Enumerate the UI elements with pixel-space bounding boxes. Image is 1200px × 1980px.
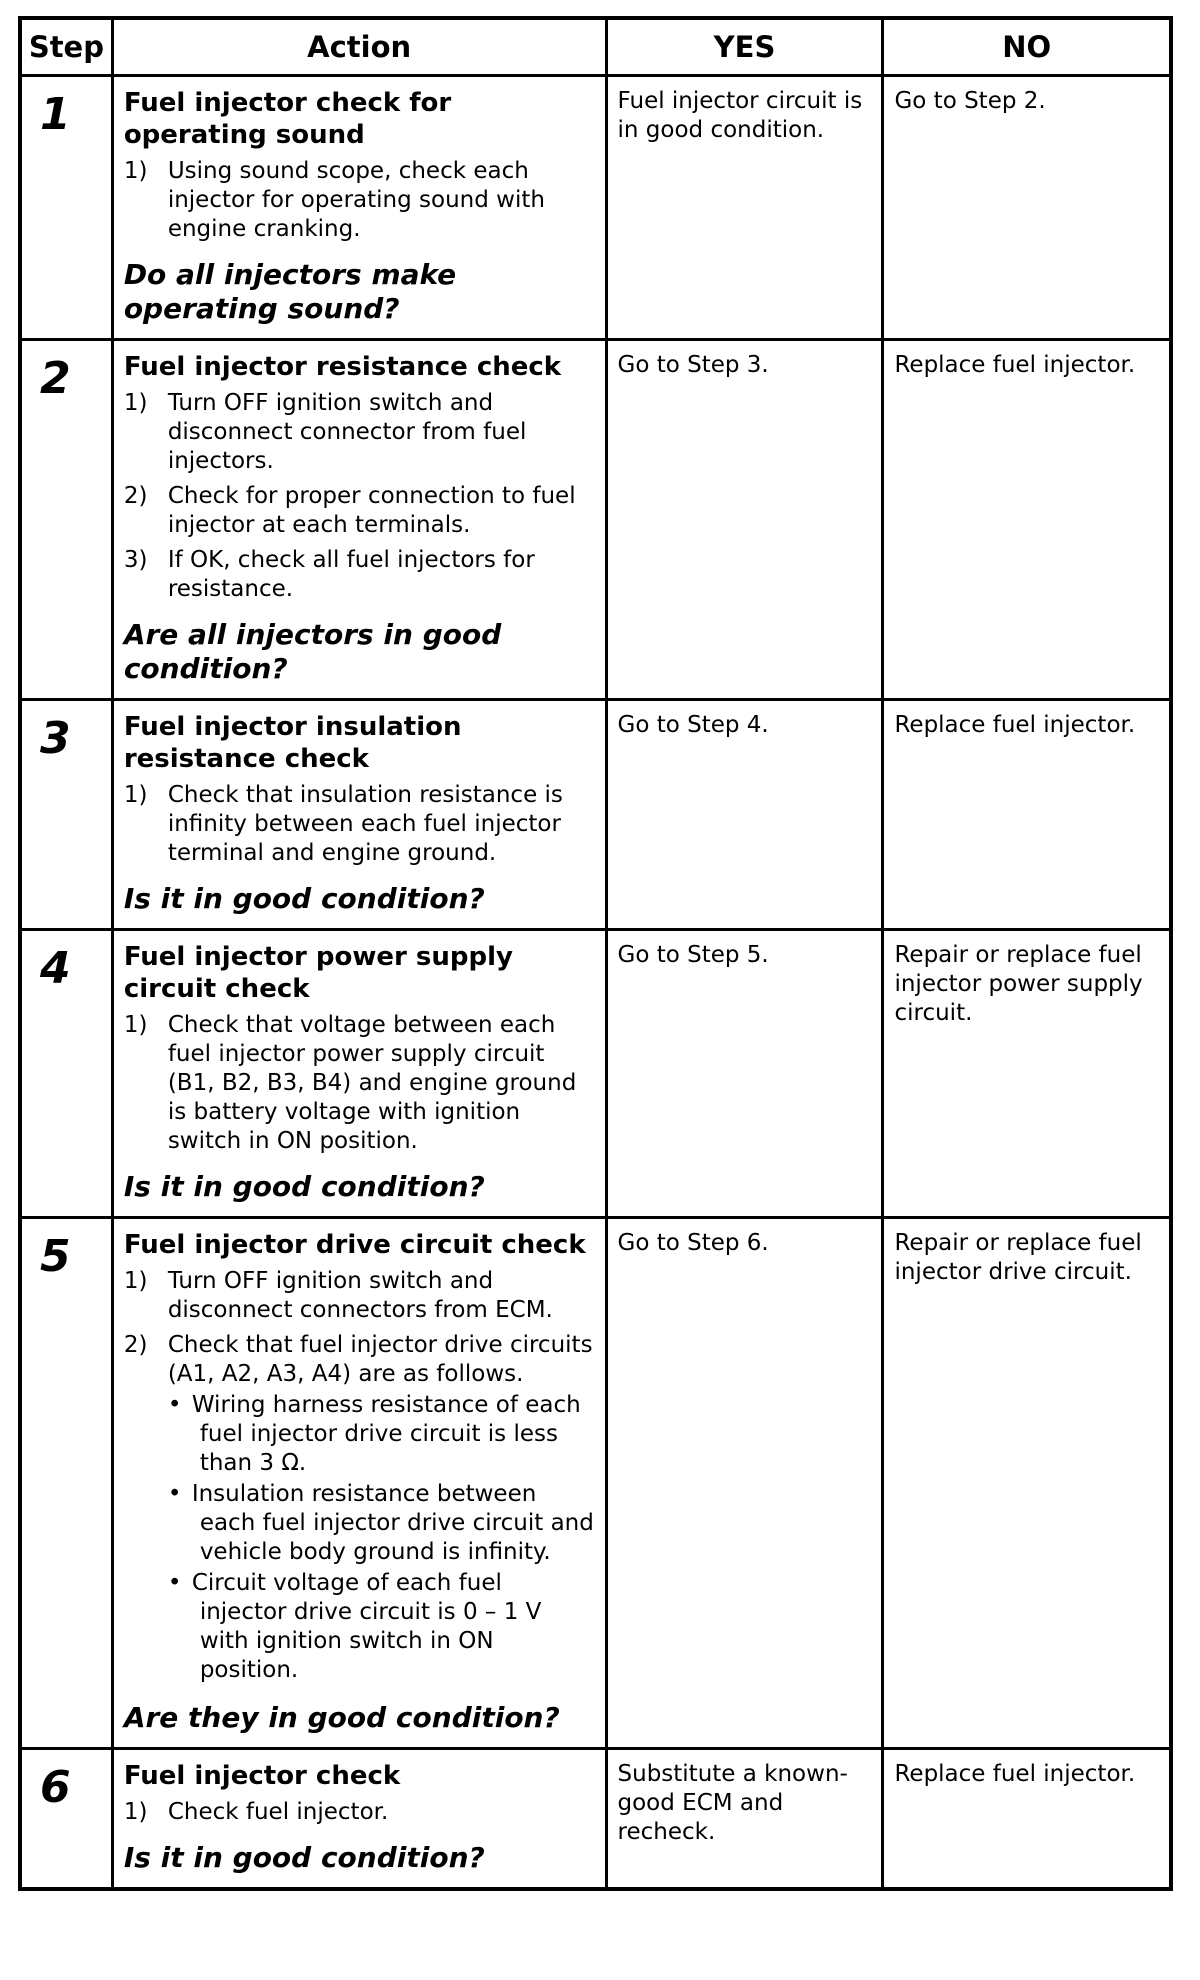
action-step-number: 1)	[123, 1799, 148, 1825]
action-step-number: 2)	[123, 483, 148, 509]
action-substep-text: Insulation resistance between each fuel injector drive circuit and vehicle body ground is infinity.	[191, 1481, 594, 1565]
header-no: NO	[883, 18, 1171, 76]
action-step-text-content: Check that voltage between each fuel injector power supply circuit (B1, B2, B3, B4) and engine ground is battery voltage with ignition switch in ON position.	[167, 1012, 577, 1154]
bullet-icon: •	[167, 1570, 182, 1596]
yes-cell: Fuel injector circuit is in good condition.	[606, 76, 883, 340]
action-step-text-content: Check for proper connection to fuel injector at each terminals.	[167, 483, 576, 538]
action-step	[124, 781, 595, 868]
step-number: 5	[40, 1231, 71, 1282]
step-cell	[20, 930, 112, 1218]
action-question: Is it in good condition?	[123, 882, 485, 915]
step-number: 2	[40, 353, 71, 404]
action-step	[124, 1011, 595, 1156]
header-step: Step	[20, 18, 112, 76]
action-step-text	[168, 1267, 595, 1325]
no-cell: Replace fuel injector.	[883, 340, 1171, 700]
step-cell	[20, 76, 112, 340]
step-cell	[20, 700, 112, 930]
table-header	[20, 18, 1171, 76]
action-step-number: 1)	[123, 390, 148, 416]
action-step	[124, 1331, 595, 1687]
action-title: Fuel injector insulation resistance check	[123, 712, 462, 774]
step-number: 6	[40, 1762, 71, 1813]
action-substep	[168, 1569, 595, 1685]
troubleshooting-table	[18, 16, 1173, 1891]
action-question: Is it in good condition?	[123, 1841, 485, 1874]
page	[18, 16, 1173, 1891]
action-substep	[168, 1391, 595, 1478]
action-step-text-content: Check fuel injector.	[167, 1799, 389, 1825]
step-cell	[20, 340, 112, 700]
action-step-text	[168, 389, 595, 476]
action-step-number: 2)	[123, 1332, 148, 1358]
action-step-text	[168, 1011, 595, 1156]
table-row	[20, 340, 1171, 700]
no-cell: Replace fuel injector.	[883, 700, 1171, 930]
action-step-text-content: Check that fuel injector drive circuits (A1, A2, A3, A4) are as follows.	[167, 1332, 593, 1387]
action-step-number: 1)	[123, 1268, 148, 1294]
action-substep	[168, 1480, 595, 1567]
action-step-text	[168, 482, 595, 540]
step-cell	[20, 1218, 112, 1749]
action-step-text-content: Using sound scope, check each injector for operating sound with engine cranking.	[167, 158, 545, 242]
action-title: Fuel injector resistance check	[123, 352, 562, 382]
action-step	[124, 1798, 595, 1827]
table-row	[20, 930, 1171, 1218]
action-step-text	[168, 546, 595, 604]
action-step-text	[168, 157, 595, 244]
action-title: Fuel injector drive circuit check	[123, 1230, 586, 1260]
header-action: Action	[112, 18, 606, 76]
action-title: Fuel injector power supply circuit check	[123, 942, 513, 1004]
step-number: 3	[40, 713, 71, 764]
action-step-number: 3)	[123, 547, 148, 573]
action-step-text-content: Turn OFF ignition switch and disconnect connectors from ECM.	[167, 1268, 553, 1323]
action-step-text	[168, 781, 595, 868]
no-cell: Repair or replace fuel injector power supply circuit.	[883, 930, 1171, 1218]
action-title: Fuel injector check	[123, 1761, 401, 1791]
yes-cell: Go to Step 3.	[606, 340, 883, 700]
bullet-icon: •	[167, 1481, 182, 1507]
action-question: Is it in good condition?	[123, 1170, 485, 1203]
yes-cell: Go to Step 5.	[606, 930, 883, 1218]
table-body	[20, 76, 1171, 1890]
action-step	[124, 157, 595, 244]
step-cell	[20, 1749, 112, 1890]
table-row	[20, 1218, 1171, 1749]
yes-cell: Go to Step 4.	[606, 700, 883, 930]
yes-cell: Substitute a known-good ECM and recheck.	[606, 1749, 883, 1890]
action-step-number: 1)	[123, 158, 148, 184]
header-row	[20, 18, 1171, 76]
action-step-text-content: If OK, check all fuel injectors for resistance.	[167, 547, 535, 602]
action-title: Fuel injector check for operating sound	[123, 88, 452, 150]
action-cell	[112, 76, 606, 340]
action-step	[124, 482, 595, 540]
action-cell	[112, 1218, 606, 1749]
step-number: 1	[40, 89, 71, 140]
action-substep-text: Circuit voltage of each fuel injector drive circuit is 0 – 1 V with ignition switch in ON position.	[191, 1570, 542, 1683]
action-question: Do all injectors make operating sound?	[123, 258, 457, 325]
action-step	[124, 546, 595, 604]
header-yes: YES	[606, 18, 883, 76]
no-cell: Repair or replace fuel injector drive circuit.	[883, 1218, 1171, 1749]
table-row	[20, 1749, 1171, 1890]
action-substep-text: Wiring harness resistance of each fuel injector drive circuit is less than 3 Ω.	[191, 1392, 581, 1476]
action-cell	[112, 930, 606, 1218]
table-row	[20, 76, 1171, 340]
bullet-icon: •	[167, 1392, 182, 1418]
action-step	[124, 1267, 595, 1325]
action-cell	[112, 700, 606, 930]
yes-cell: Go to Step 6.	[606, 1218, 883, 1749]
action-question: Are all injectors in good condition?	[123, 618, 502, 685]
action-question: Are they in good condition?	[123, 1701, 560, 1734]
no-cell: Go to Step 2.	[883, 76, 1171, 340]
action-cell	[112, 340, 606, 700]
action-step-text	[168, 1331, 595, 1687]
action-step-text-content: Check that insulation resistance is infinity between each fuel injector terminal and engine ground.	[167, 782, 563, 866]
action-cell	[112, 1749, 606, 1890]
action-step	[124, 389, 595, 476]
step-number: 4	[40, 943, 71, 994]
no-cell: Replace fuel injector.	[883, 1749, 1171, 1890]
action-step-text-content: Turn OFF ignition switch and disconnect connector from fuel injectors.	[167, 390, 527, 474]
table-row	[20, 700, 1171, 930]
action-step-text	[168, 1798, 595, 1827]
action-step-number: 1)	[123, 1012, 148, 1038]
action-step-number: 1)	[123, 782, 148, 808]
